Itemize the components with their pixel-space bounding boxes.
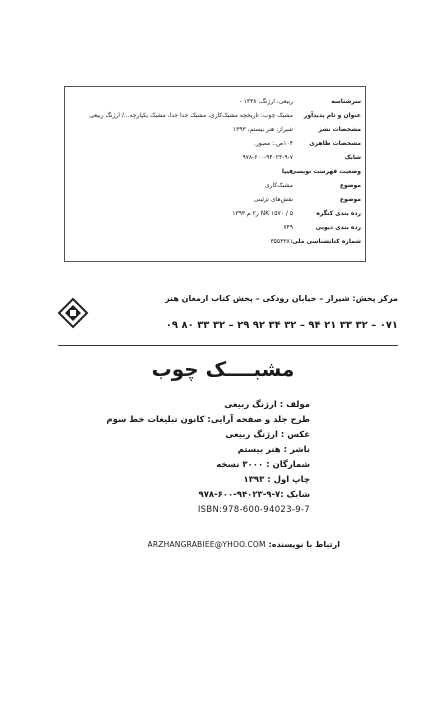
cip-value: مشبک‌کاری bbox=[264, 182, 293, 189]
author-email: ARZHANGRABIEE@YHOO.COM bbox=[147, 540, 266, 549]
credit-line: چاپ اول : ۱۳۹۳ bbox=[243, 475, 310, 485]
cataloging-in-publication-box bbox=[64, 86, 366, 262]
publisher-info bbox=[58, 290, 398, 342]
cip-value: شیراز: هنر بیستم، ۱۳۹۳ bbox=[232, 126, 293, 133]
cip-value: ۷۴۹ bbox=[283, 224, 293, 231]
cip-row bbox=[65, 139, 365, 149]
cip-row bbox=[65, 181, 365, 191]
cip-value: ۳۵۵۳۳۸۱ bbox=[270, 238, 293, 245]
publisher-logo-icon bbox=[58, 298, 88, 328]
cip-label: وضعیت فهرست نویسی bbox=[290, 168, 361, 175]
cip-label: رده بندی کنگره bbox=[316, 210, 361, 217]
cip-row bbox=[65, 167, 365, 177]
credit-line: مولف : ارژنگ ربیعی bbox=[224, 400, 310, 410]
divider bbox=[58, 345, 398, 346]
distribution-address: مرکز پخش: شیراز – خیابان رودکی – پخش کتاب ارمغان هنر bbox=[165, 294, 398, 303]
cip-row bbox=[65, 223, 365, 233]
cip-label: مشخصات نشر bbox=[318, 126, 361, 133]
cip-row bbox=[65, 97, 365, 107]
cip-row bbox=[65, 111, 365, 121]
credits-list bbox=[106, 398, 310, 518]
cip-label: شماره کتابشناسی ملی bbox=[292, 238, 361, 245]
cip-row bbox=[65, 237, 365, 247]
credit-line: عکس : ارژنگ ربیعی bbox=[225, 430, 310, 440]
distribution-phone: ۰۷۱ – ۳۲ ۳۳ ۲۱ ۹۴ – ۳۲ ۳۴ ۹۲ ۲۹ – ۳۲ ۳۳ ۸۰ ۰۹ bbox=[165, 320, 398, 331]
cip-row bbox=[65, 125, 365, 135]
author-contact bbox=[118, 540, 340, 549]
credit-line: شمارگان : ۳۰۰۰ نسخه bbox=[216, 460, 310, 470]
contact-label: ارتباط با نویسنده: bbox=[268, 540, 340, 549]
cip-value: ۱۰۴ص.: مصور. bbox=[253, 140, 293, 147]
credit-line: شابک :۷-۹-۹۴۰۲۳-۶۰۰-۹۷۸ bbox=[198, 490, 310, 500]
cip-value: مشبک چوب: تاریخچه مشبک‌کاری، مشبک جدا جدا، مشبک یکپارچه.../ ارژنگ ربیعی bbox=[89, 112, 293, 119]
cip-value: فیپا bbox=[281, 168, 293, 175]
cip-value: NK ۱۵۷۰ / ۵ ر۲ م ۱۳۹۳ bbox=[232, 210, 293, 217]
cip-row bbox=[65, 209, 365, 219]
cip-label: موضوع bbox=[339, 182, 361, 189]
cip-row bbox=[65, 195, 365, 205]
cip-label: رده بندی دیویی bbox=[315, 224, 361, 231]
cip-value: نقش‌های تزئینی bbox=[253, 196, 293, 203]
cip-label: موضوع bbox=[339, 196, 361, 203]
credit-line: طرح جلد و صفحه آرایی: کانون تبلیغات خط سوم bbox=[106, 415, 310, 425]
credit-line: ISBN:978-600-94023-9-7 bbox=[197, 505, 310, 515]
cip-label: شابک bbox=[344, 154, 361, 161]
book-title: مشبــــک چوب bbox=[151, 357, 295, 381]
cip-label: عنوان و نام پدیدآور bbox=[303, 112, 361, 119]
cip-value: ربیعی، ارژنگ، ۱۳۳۸ - bbox=[239, 98, 293, 105]
credit-line: ناشر : هنر بیستم bbox=[237, 445, 310, 455]
cip-value: ۹۷۸-۶۰۰-۹۴۰۲۳-۹-۷ bbox=[242, 154, 293, 161]
cip-label: سرشناسه bbox=[331, 98, 361, 105]
cip-label: مشخصات ظاهری bbox=[309, 140, 361, 147]
cip-row bbox=[65, 153, 365, 163]
